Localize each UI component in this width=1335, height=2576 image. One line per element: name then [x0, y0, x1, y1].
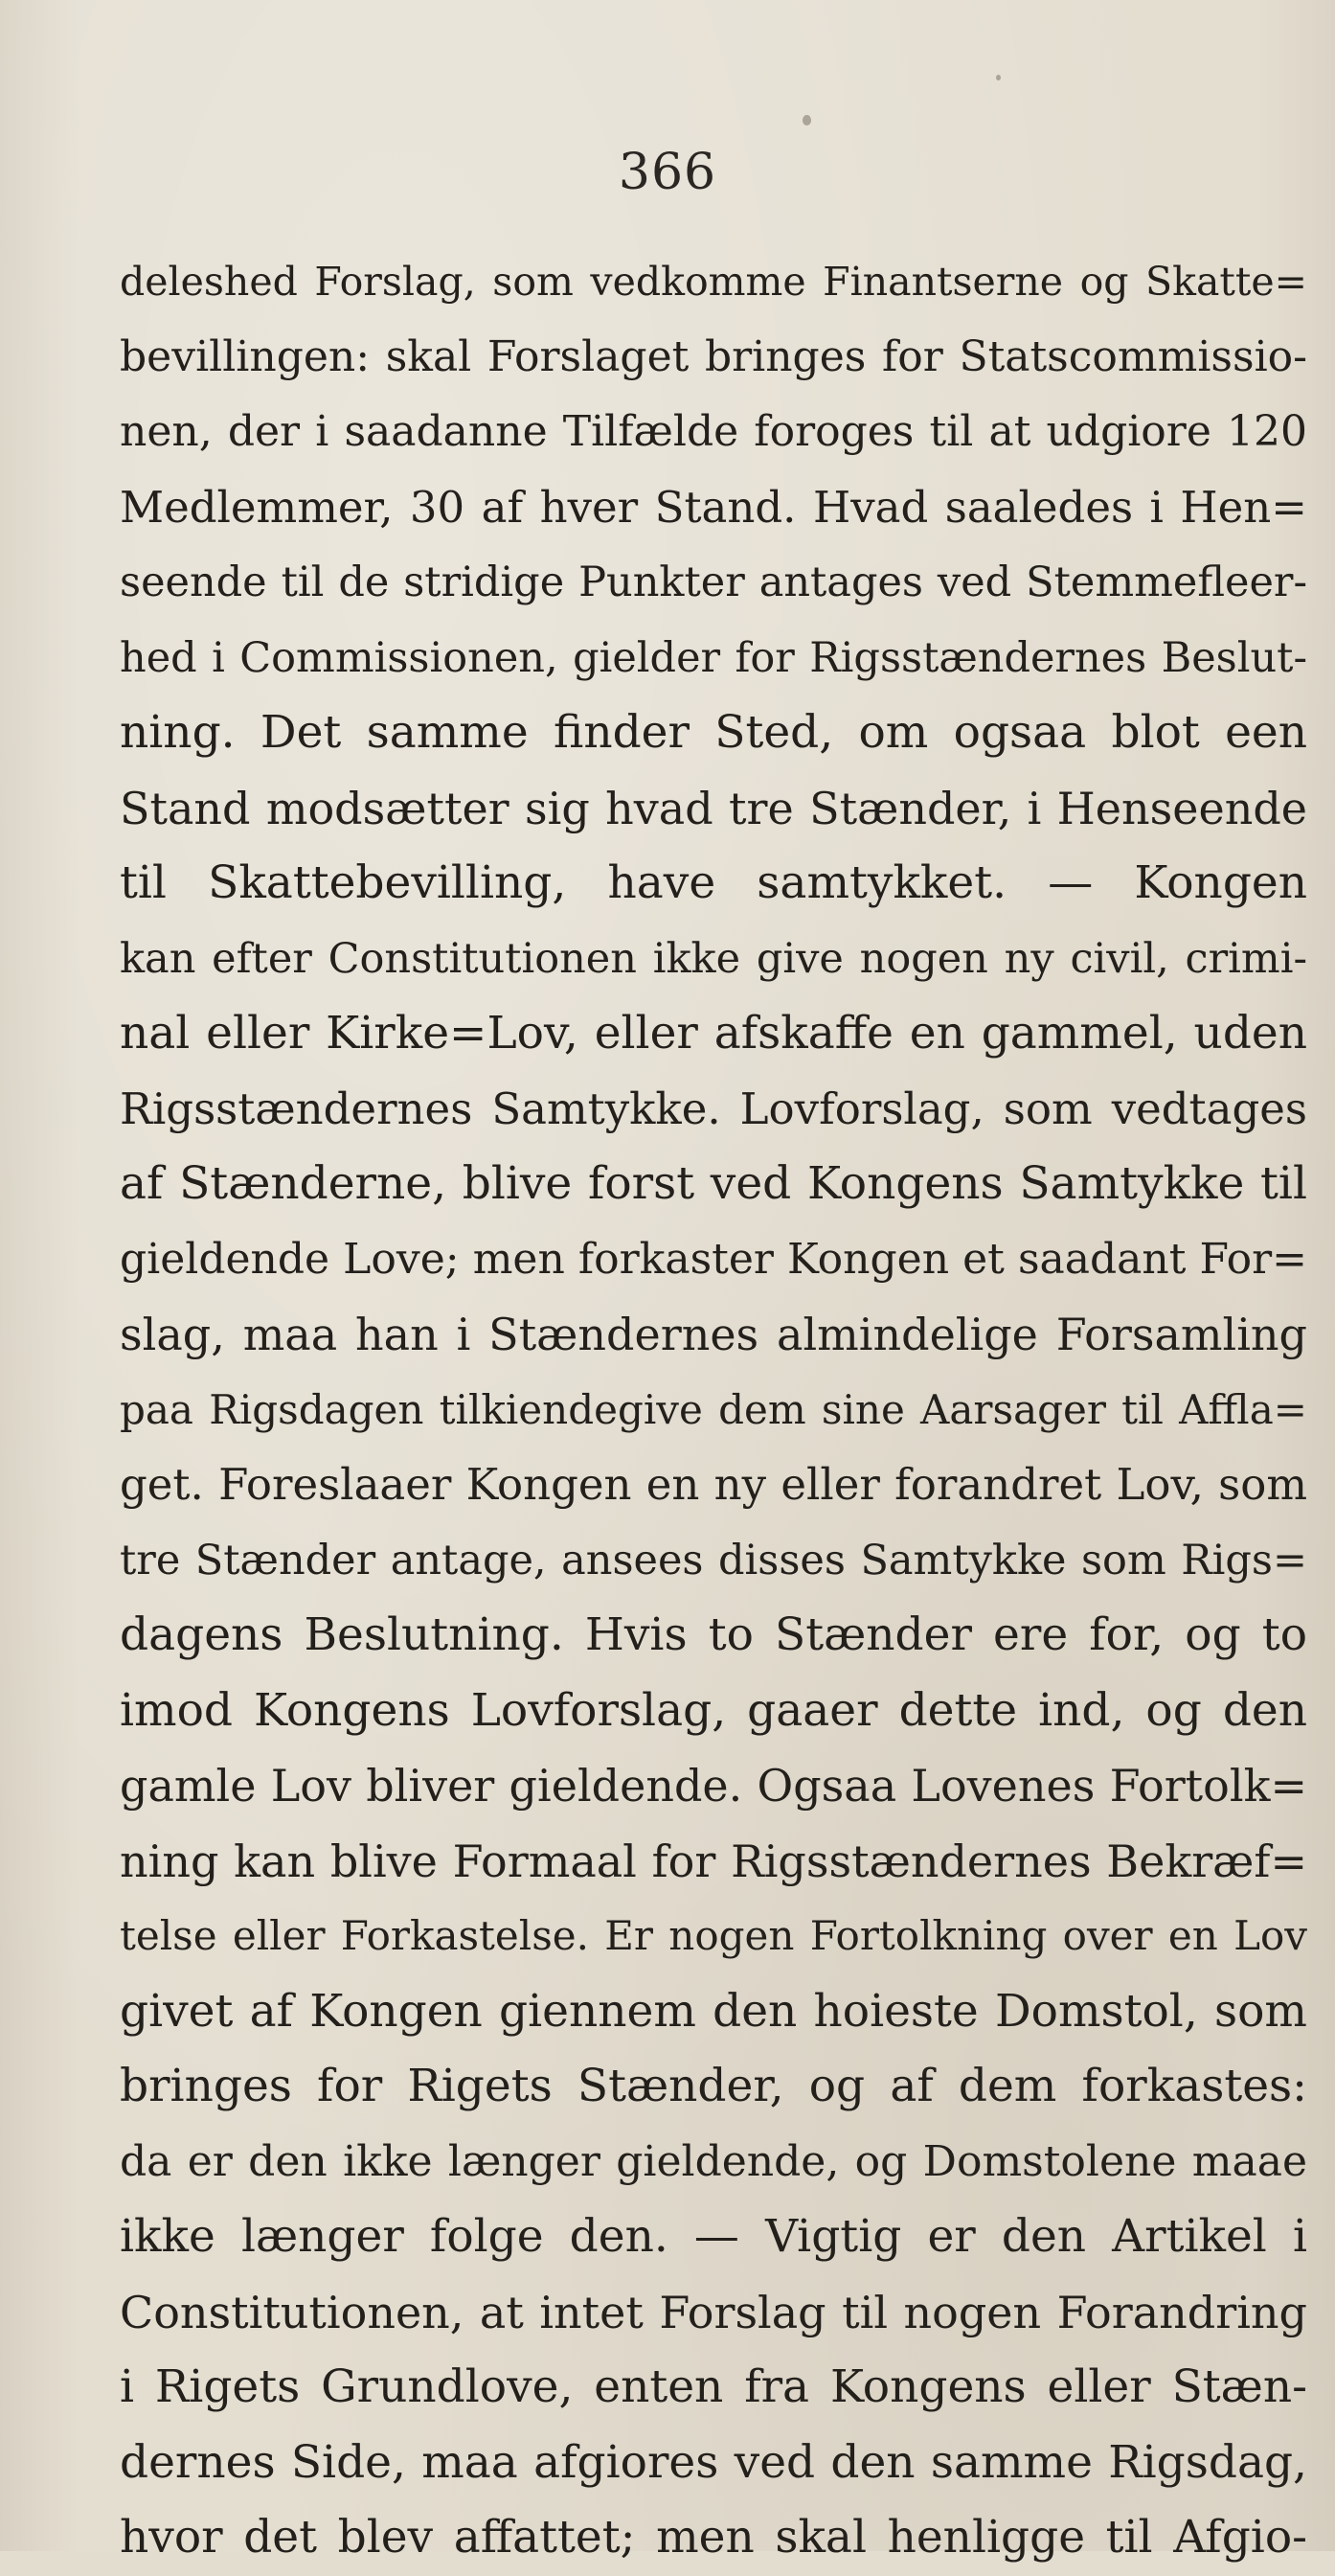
text-line: bringes for Rigets Stænder, og af dem forkastes:: [120, 2060, 1307, 2112]
text-line: hvor det blev affattet; men skal henligge til Afgio-: [120, 2511, 1307, 2564]
text-line: af Stænderne, blive forst ved Kongens Samtykke til: [120, 1157, 1307, 1210]
text-line: Rigsstændernes Samtykke. Lovforslag, som vedtages: [120, 1083, 1307, 1134]
text-line: slag, maa han i Stændernes almindelige Forsamling: [120, 1309, 1307, 1360]
text-line: ikke længer folge den. — Vigtig er den Artikel i: [120, 2210, 1307, 2263]
ink-speck: [996, 75, 1001, 80]
text-line: kan efter Constitutionen ikke give nogen ny civil, crimi-: [120, 934, 1307, 983]
text-line: ning kan blive Formaal for Rigsstændernes Bekræf=: [120, 1835, 1307, 1887]
text-line: tre Stænder antage, ansees disses Samtykke som Rigs=: [120, 1536, 1307, 1584]
text-line: paa Rigsdagen tilkiendegive dem sine Aarsager til Affla=: [120, 1385, 1307, 1433]
text-line: dernes Side, maa afgiores ved den samme Rigsdag,: [120, 2435, 1307, 2489]
ink-speck: [803, 115, 811, 125]
text-line: i Rigets Grundlove, enten fra Kongens eller Stæn-: [120, 2360, 1307, 2413]
text-line: dagens Beslutning. Hvis to Stænder ere for, og to: [120, 1608, 1307, 1661]
text-line: til Skattebevilling, have samtykket. — Kongen: [120, 856, 1307, 909]
text-line: hed i Commissionen, gielder for Rigsstændernes Beslut-: [120, 633, 1307, 682]
page-number: 366: [618, 144, 717, 201]
body-text: [120, 244, 1307, 2576]
text-line: ning. Det samme finder Sted, om ogsaa blot een: [120, 706, 1307, 759]
text-line: imod Kongens Lovforslag, gaaer dette ind, og den: [120, 1683, 1307, 1737]
text-line: Constitutionen, at intet Forslag til nogen Forandring: [120, 2286, 1307, 2338]
text-line: deleshed Forslag, som vedkomme Finantserne og Skatte=: [120, 259, 1307, 305]
text-line: get. Foreslaaer Kongen en ny eller forandret Lov, som: [120, 1459, 1307, 1510]
text-line: telse eller Forkastelse. Er nogen Fortolkning over en Lov: [120, 1912, 1307, 1959]
text-line: Stand modsætter sig hvad tre Stænder, i Henseende: [120, 782, 1307, 834]
text-line: bevillingen: skal Forslaget bringes for Statscommissio-: [120, 331, 1307, 381]
text-line: gamle Lov bliver gieldende. Ogsaa Lovenes Fortolk=: [120, 1760, 1307, 1812]
text-line: Medlemmer, 30 af hver Stand. Hvad saaledes i Hen=: [120, 481, 1307, 533]
text-line: givet af Kongen giennem den hoieste Domstol, som: [120, 1984, 1307, 2038]
text-line: nal eller Kirke=Lov, eller afskaffe en gammel, uden: [120, 1007, 1307, 1060]
text-line: gieldende Love; men forkaster Kongen et saadant For=: [120, 1234, 1307, 1284]
text-line: nen, der i saadanne Tilfælde foroges til at udgiore 120: [120, 407, 1307, 456]
text-line: da er den ikke længer gieldende, og Domstolene maae: [120, 2136, 1307, 2186]
text-line: seende til de stridige Punkter antages ved Stemmefleer-: [120, 559, 1307, 606]
